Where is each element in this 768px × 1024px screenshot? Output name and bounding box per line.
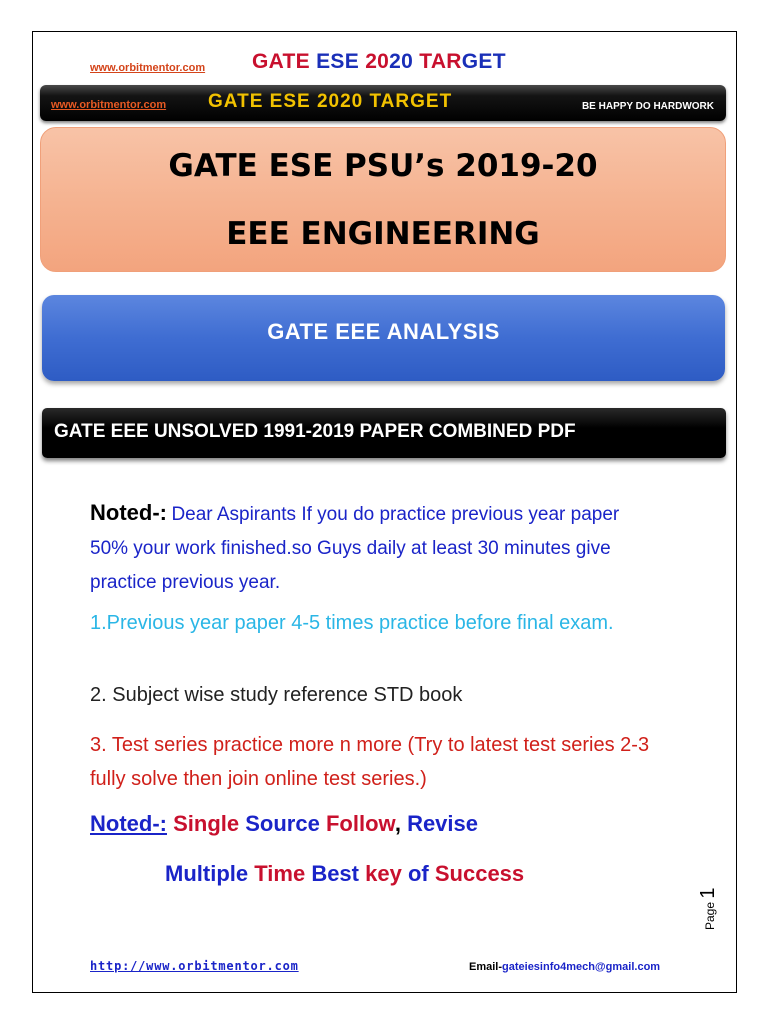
list-item-2: 2. Subject wise study reference STD book	[90, 684, 463, 706]
noted2-label: Noted-:	[90, 811, 167, 836]
header-title-part: TAR	[419, 50, 462, 73]
header-site-link[interactable]: www.orbitmentor.com	[90, 62, 206, 74]
paper-title: GATE EEE UNSOLVED 1991-2019 PAPER COMBINED PDF	[54, 421, 576, 442]
main-title-line1: GATE ESE PSU’s 2019-20	[168, 148, 598, 184]
slogan-word: key	[365, 861, 402, 886]
footer-email-label: Email-	[469, 961, 503, 973]
slogan-word: ,	[394, 811, 401, 836]
analysis-title: GATE EEE ANALYSIS	[267, 319, 500, 344]
header-title-part: 20	[365, 50, 390, 73]
footer-website-link[interactable]: http://www.orbitmentor.com	[90, 959, 299, 973]
header-title-part: ESE	[316, 50, 366, 73]
header-banner	[40, 85, 726, 121]
slogan-word: Time	[254, 861, 306, 886]
noted-text: Dear Aspirants If you do practice previous year paper 50% your work finished.so Guys daily at least 30 minutes give practice previous year.	[90, 504, 620, 593]
slogan-word: Multiple	[165, 861, 249, 886]
noted-slogan-line2	[165, 861, 524, 887]
noted-paragraph	[90, 496, 650, 600]
slogan-word: of	[407, 861, 429, 886]
page-label: Page	[703, 901, 717, 930]
noted-label: Noted-:	[90, 500, 167, 525]
list-item-1: 1.Previous year paper 4-5 times practice before final exam.	[90, 612, 614, 634]
slogan-word: Best	[311, 861, 359, 886]
main-title-line2: EEE ENGINEERING	[226, 216, 540, 252]
header-title-part: GATE	[252, 50, 317, 73]
slogan-word: Source	[245, 811, 320, 836]
banner-tagline: BE HAPPY DO HARDWORK	[581, 101, 714, 112]
banner-title: GATE ESE 2020 TARGET	[208, 91, 453, 112]
banner-site-link[interactable]: www.orbitmentor.com	[51, 99, 167, 111]
header-title-part: GET	[461, 50, 506, 73]
header-title-part: 20	[389, 50, 420, 73]
main-title-box	[40, 127, 726, 272]
noted-slogan-line1	[90, 811, 478, 837]
slogan-word: Follow	[325, 811, 395, 836]
page-number	[697, 887, 747, 930]
slogan-word: Revise	[407, 811, 479, 836]
list-item-3: 3. Test series practice more n more (Try to latest test series 2-3 fully solve then join online test series.)	[90, 734, 650, 790]
slogan-word: Success	[434, 861, 525, 886]
analysis-box	[42, 295, 725, 381]
paper-title-bar	[42, 408, 726, 458]
footer-email	[469, 961, 660, 973]
header-title	[252, 50, 506, 74]
footer-email-address[interactable]: gateiesinfo4mech@gmail.com	[502, 961, 661, 973]
slogan-word: Single	[173, 811, 240, 836]
page-number-value: 1	[697, 887, 719, 899]
